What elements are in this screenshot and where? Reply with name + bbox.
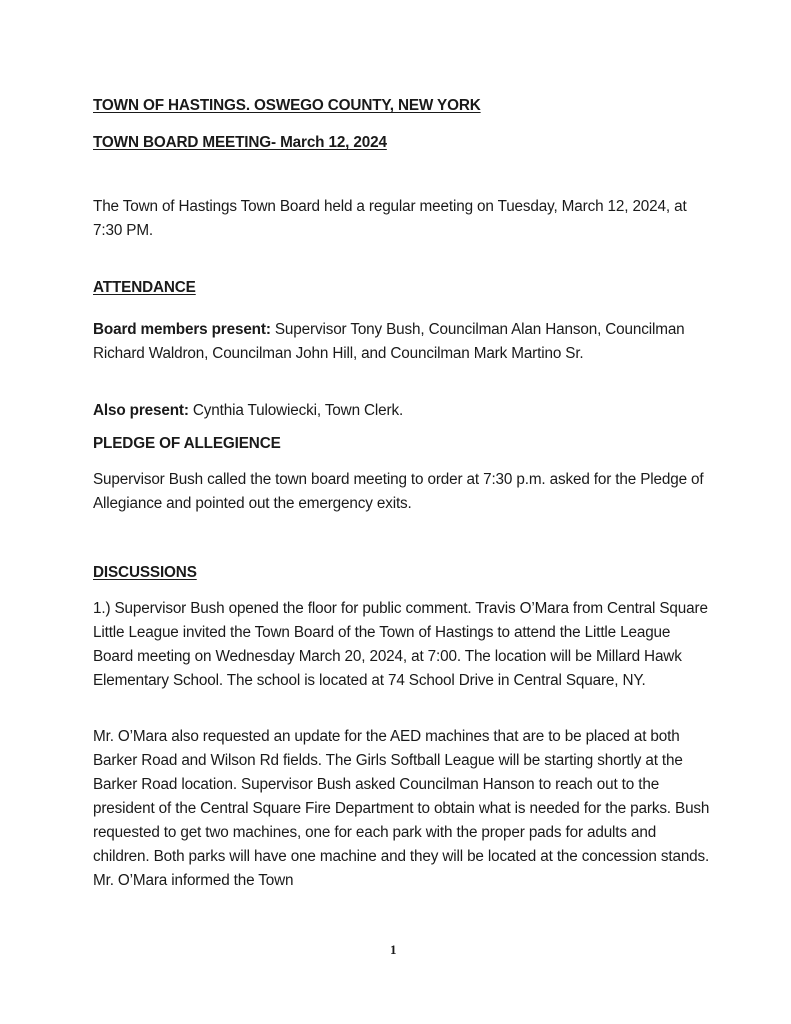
discussion-paragraph-2: Mr. O’Mara also requested an update for the AED machines that are to be placed at both Barker Road and Wilson Rd fields. The Girls Softball League will be starting shortly at the Barker Road location. Supervisor Bush asked Councilman Hanson to reach out to the president of the Central Square Fire Department to obtain what is needed for the parks. Bush requested to get two machines, one for each park with the proper pads for adults and children. Both parks will have one machine and they will be located at the concession stands. Mr. O’Mara informed the Town bbox=[93, 728, 710, 889]
board-members-text: Supervisor Tony Bush, Councilman Alan Hanson, Councilman Richard Waldron, Councilman John Hill, and Councilman Mark Martino Sr. bbox=[93, 321, 685, 362]
pledge-paragraph: Supervisor Bush called the town board meeting to order at 7:30 p.m. asked for the Pledge of Allegiance and pointed out the emergency exits. bbox=[93, 471, 704, 512]
discussion-paragraph-1: 1.) Supervisor Bush opened the floor for public comment. Travis O’Mara from Central Square Little League invited the Town Board of the Town of Hastings to attend the Little League Board meeting on Wednesday March 20, 2024, at 7:00. The location will be Millard Hawk Elementary School. The school is located at 74 School Drive in Central Square, NY. bbox=[93, 600, 708, 689]
board-members-label: Board members present: bbox=[93, 321, 271, 338]
pledge-heading: PLEDGE OF ALLEGIENCE bbox=[93, 435, 281, 452]
title-line-2: TOWN BOARD MEETING- March 12, 2024 bbox=[93, 134, 387, 151]
board-members-paragraph bbox=[93, 318, 713, 366]
also-present-paragraph bbox=[93, 399, 713, 423]
attendance-heading: ATTENDANCE bbox=[93, 279, 196, 296]
intro-paragraph: The Town of Hastings Town Board held a regular meeting on Tuesday, March 12, 2024, at 7:30 PM. bbox=[93, 198, 687, 239]
also-present-text: Cynthia Tulowiecki, Town Clerk. bbox=[188, 402, 404, 419]
page-number: 1 bbox=[390, 942, 397, 957]
title-line-1: TOWN OF HASTINGS. OSWEGO COUNTY, NEW YORK bbox=[93, 97, 481, 114]
discussions-heading: DISCUSSIONS bbox=[93, 564, 197, 581]
also-present-label: Also present: bbox=[93, 402, 189, 419]
